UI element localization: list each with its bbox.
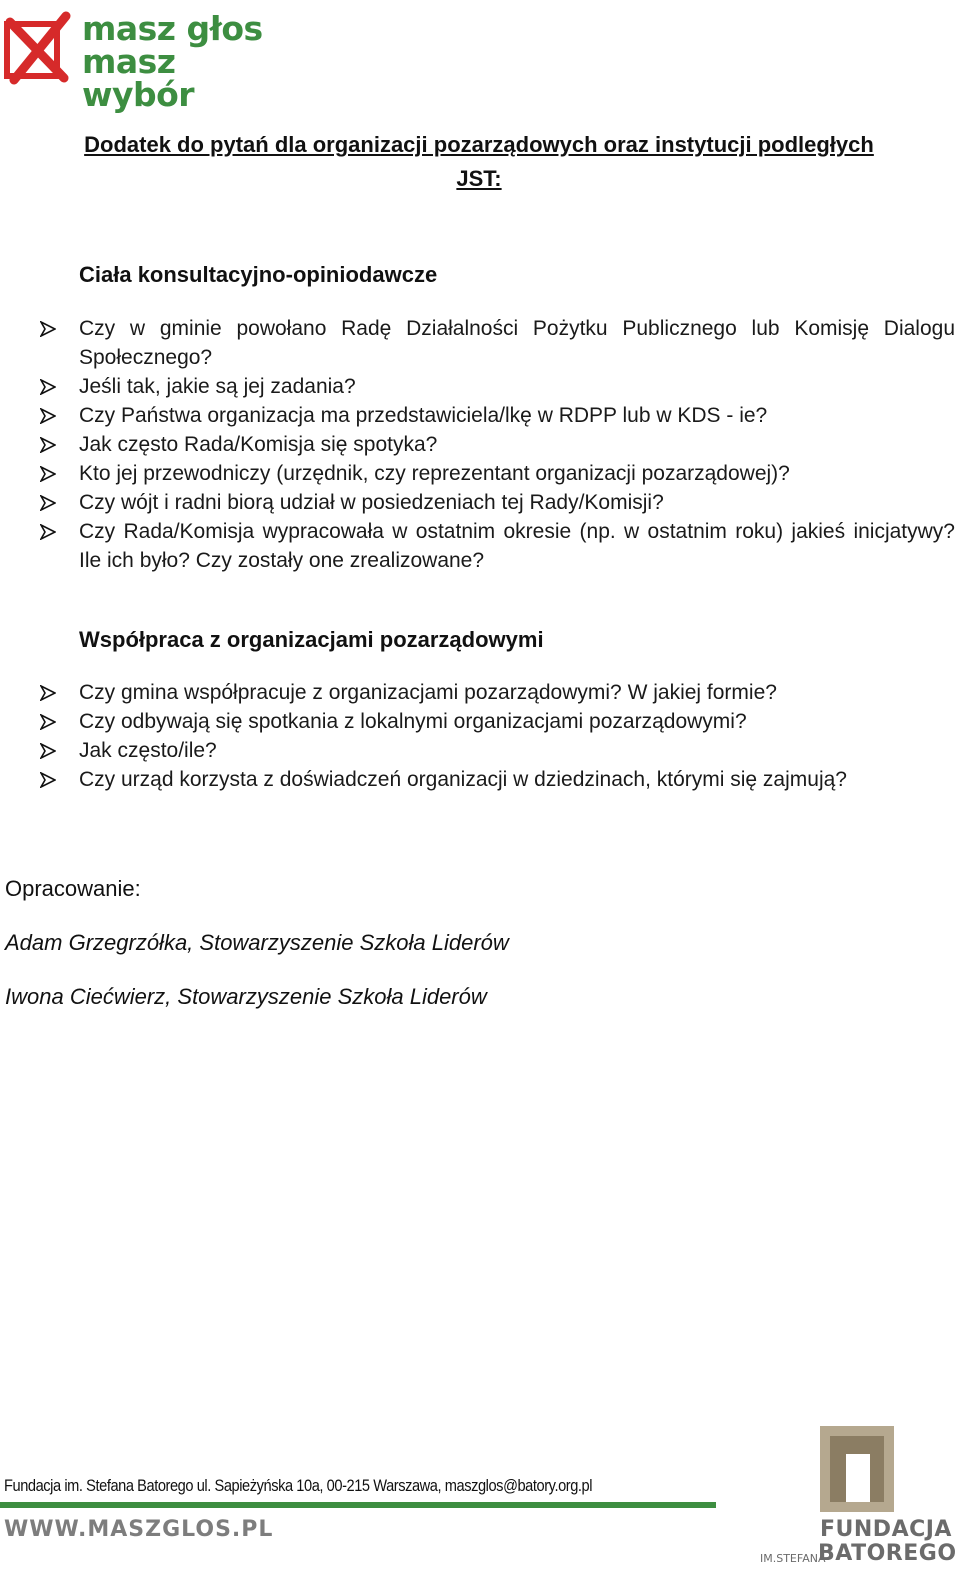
section-heading-consultative-bodies: Ciała konsultacyjno-opiniodawcze: [79, 262, 438, 287]
arrow-bullet-icon: [40, 437, 56, 453]
document-title-line-1: Dodatek do pytań dla organizacji pozarządowych oraz instytucji podległych: [84, 132, 874, 157]
question-text: Czy gmina współpracuje z organizacjami pozarządowymi? W jakiej formie?: [79, 681, 777, 704]
document-title: [24, 128, 934, 196]
arrow-bullet-icon: [40, 743, 56, 759]
arrow-bullet-icon: [40, 321, 56, 337]
question-text: Czy odbywają się spotkania z lokalnymi organizacjami pozarządowymi?: [79, 710, 747, 733]
question-item: [0, 765, 955, 794]
foundation-name-small: IM.STEFANA: [760, 1552, 826, 1565]
question-item: [0, 736, 955, 765]
question-item: [0, 401, 955, 430]
question-text: Jeśli tak, jakie są jej zadania?: [79, 375, 356, 398]
ballot-check-icon: [4, 10, 78, 86]
logo-text: [82, 9, 274, 114]
question-text: Kto jej przewodniczy (urzędnik, czy reprezentant organizacji pozarządowej)?: [79, 462, 790, 485]
question-text: Czy w gminie powołano Radę Działalności Pożytku Publicznego lub Komisję Dialogu Społecznego?: [79, 317, 955, 369]
arrow-bullet-icon: [40, 524, 56, 540]
question-text: Czy Rada/Komisja wypracowała w ostatnim okresie (np. w ostatnim roku) jakieś inicjatywy? Ile ich było? Czy zostały one zrealizowane?: [79, 520, 955, 572]
logo-line-2: masz wybór: [82, 42, 195, 114]
arrow-bullet-icon: [40, 379, 56, 395]
credits-label: Opracowanie:: [5, 876, 141, 901]
question-text: Czy wójt i radni biorą udział w posiedzeniach tej Rady/Komisji?: [79, 491, 664, 514]
arrow-bullet-icon: [40, 685, 56, 701]
batory-foundation-logo: [760, 1426, 956, 1584]
masz-glos-logo: [4, 8, 274, 114]
arrow-bullet-icon: [40, 466, 56, 482]
foundation-name-line-2: BATOREGO: [818, 1541, 957, 1566]
question-text: Jak często Rada/Komisja się spotyka?: [79, 433, 438, 456]
question-text: Czy urząd korzysta z doświadczeń organizacji w dziedzinach, którymi się zajmują?: [79, 768, 847, 791]
document-title-line-2: JST:: [456, 166, 502, 191]
author-2: Iwona Ciećwierz, Stowarzyszenie Szkoła Liderów: [5, 984, 487, 1009]
question-item: [0, 707, 955, 736]
arrow-bullet-icon: [40, 714, 56, 730]
question-item: [0, 314, 955, 372]
question-item: [0, 430, 955, 459]
question-list-ngo-cooperation: [0, 678, 960, 794]
question-item: [0, 517, 955, 575]
logo-line-1: masz głos: [82, 9, 263, 48]
question-text: Czy Państwa organizacja ma przedstawiciela/lkę w RDPP lub w KDS - ie?: [79, 404, 768, 427]
footer-website: WWW.MASZGLOS.PL: [4, 1517, 274, 1542]
question-item: [0, 488, 955, 517]
footer-divider: [0, 1502, 716, 1508]
author-1: Adam Grzegrzółka, Stowarzyszenie Szkoła Liderów: [5, 930, 509, 955]
section-heading-ngo-cooperation: Współpraca z organizacjami pozarządowymi: [79, 627, 544, 652]
arrow-bullet-icon: [40, 495, 56, 511]
question-item: [0, 372, 955, 401]
question-text: Jak często/ile?: [79, 739, 217, 762]
arrow-bullet-icon: [40, 408, 56, 424]
question-item: [0, 459, 955, 488]
foundation-emblem-icon: [820, 1426, 894, 1518]
question-list-consultative-bodies: [0, 314, 960, 575]
footer-address: Fundacja im. Stefana Batorego ul. Sapieżyńska 10a, 00-215 Warszawa, maszglos@batory.org.pl: [4, 1476, 593, 1495]
arrow-bullet-icon: [40, 772, 56, 788]
question-item: [0, 678, 955, 707]
foundation-name-line-1: FUNDACJA: [820, 1517, 952, 1542]
